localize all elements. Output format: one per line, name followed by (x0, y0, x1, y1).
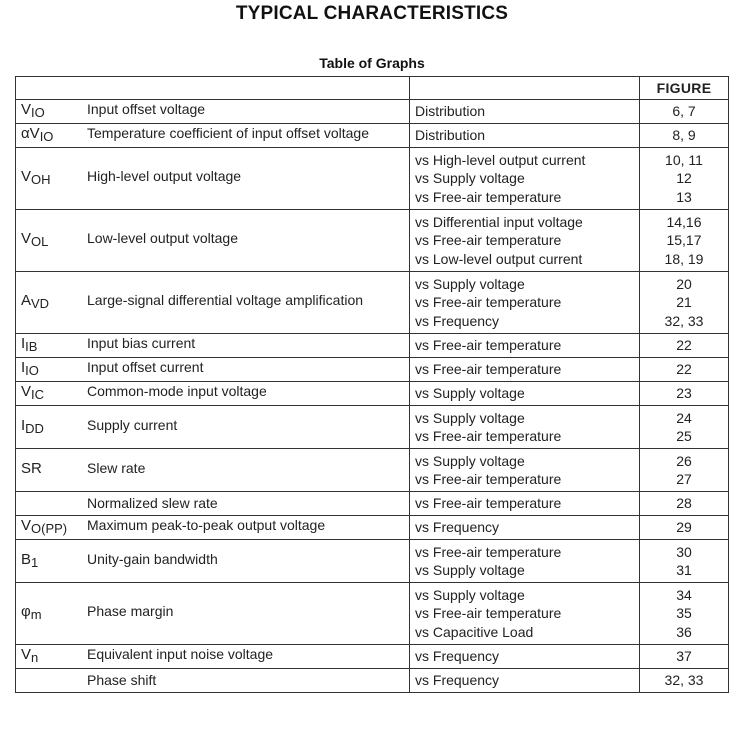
symbol-main: αV (21, 125, 40, 143)
figure-number: 13 (676, 188, 692, 205)
condition-text: vs Supply voltage (415, 276, 525, 293)
figure-cell (640, 645, 729, 669)
figure-number: 15,17 (666, 232, 702, 249)
figure-number: 26 (676, 452, 692, 469)
parameter-cell (16, 492, 410, 516)
page-title: TYPICAL CHARACTERISTICS (235, 3, 509, 24)
condition-text: Distribution (415, 127, 486, 144)
symbol-main: A (21, 292, 32, 310)
parameter-description: Input offset voltage (87, 101, 206, 118)
symbol-main: SR (21, 459, 42, 477)
condition-text: Distribution (415, 103, 486, 120)
condition-text: vs Supply voltage (415, 452, 525, 469)
symbol-main: V (21, 230, 32, 248)
condition-cell (410, 669, 640, 693)
condition-cell (410, 210, 640, 272)
symbol-main: V (21, 517, 32, 535)
parameter-symbol (21, 292, 87, 313)
parameter-description: Supply current (87, 416, 178, 433)
symbol-main: V (21, 383, 32, 401)
parameter-symbol (21, 359, 87, 380)
condition-cell (410, 334, 640, 358)
symbol-main: V (21, 646, 32, 664)
parameter-description: Input offset current (87, 359, 204, 376)
header-parameter-cell (16, 77, 410, 100)
parameter-symbol (21, 551, 87, 572)
figure-number: 28 (676, 495, 692, 512)
condition-text: vs Free-air temperature (415, 232, 562, 249)
parameter-cell (16, 516, 410, 540)
parameter-cell (16, 358, 410, 382)
figure-cell (640, 449, 729, 492)
condition-text: vs Capacitive Load (415, 623, 534, 640)
figure-number: 12 (676, 170, 692, 187)
parameter-cell (16, 100, 410, 124)
table-row (16, 100, 729, 124)
symbol-subscript: IO (25, 363, 39, 379)
symbol-subscript: IC (31, 387, 45, 403)
figure-cell (640, 358, 729, 382)
figure-cell (640, 583, 729, 645)
figure-cell (640, 272, 729, 334)
header-condition-cell (410, 77, 640, 100)
symbol-subscript: O(PP) (31, 521, 68, 537)
table-row (16, 669, 729, 693)
parameter-cell (16, 583, 410, 645)
figure-number: 36 (676, 623, 692, 640)
condition-cell (410, 382, 640, 406)
parameter-description: Phase margin (87, 603, 174, 620)
figure-cell (640, 492, 729, 516)
condition-text: vs Supply voltage (415, 562, 525, 578)
parameter-cell (16, 645, 410, 669)
figure-number: 10, 11 (665, 152, 703, 169)
parameter-symbol (21, 101, 87, 122)
condition-text: vs High-level output current (415, 152, 586, 169)
symbol-main: I (21, 359, 26, 377)
figure-cell (640, 210, 729, 272)
parameter-description: Maximum peak-to-peak output voltage (87, 517, 326, 534)
table-row (16, 583, 729, 645)
parameter-description: Equivalent input noise voltage (87, 646, 274, 663)
figure-number: 14,16 (666, 214, 702, 231)
symbol-subscript: m (30, 607, 42, 623)
condition-cell (410, 358, 640, 382)
figure-number: 24 (676, 409, 692, 426)
condition-text: vs Free-air temperature (415, 428, 562, 444)
parameter-symbol (21, 230, 87, 251)
symbol-main: φ (21, 603, 31, 621)
condition-cell (410, 406, 640, 449)
table-row (16, 358, 729, 382)
condition-text: vs Free-air temperature (415, 605, 562, 622)
condition-cell (410, 272, 640, 334)
condition-text: vs Frequency (415, 648, 500, 665)
parameter-description: Normalized slew rate (87, 495, 218, 512)
figure-cell (640, 148, 729, 210)
figure-number: 31 (676, 562, 692, 578)
parameter-symbol (21, 335, 87, 356)
figure-cell (640, 540, 729, 583)
parameter-description: Unity-gain bandwidth (87, 550, 218, 567)
figure-cell (640, 100, 729, 124)
condition-cell (410, 645, 640, 669)
symbol-subscript: IB (25, 339, 38, 355)
parameter-description: High-level output voltage (87, 168, 242, 185)
figure-number: 34 (676, 587, 692, 604)
figure-cell (640, 516, 729, 540)
condition-cell (410, 516, 640, 540)
parameter-cell (16, 669, 410, 693)
figure-number: 25 (676, 428, 692, 444)
condition-cell (410, 100, 640, 124)
figure-number: 35 (676, 605, 692, 622)
parameter-description: Temperature coefficient of input offset voltage (87, 125, 369, 142)
symbol-subscript: IO (39, 129, 54, 145)
parameter-description: Low-level output voltage (87, 230, 238, 247)
condition-text: vs Supply voltage (415, 587, 525, 604)
figure-cell (640, 406, 729, 449)
figure-cell (640, 382, 729, 406)
parameter-symbol (21, 168, 87, 189)
symbol-main: V (21, 101, 32, 119)
figure-number: 22 (676, 337, 692, 354)
condition-cell (410, 148, 640, 210)
parameter-description: Large-signal differential voltage amplification (87, 292, 364, 309)
condition-text: vs Free-air temperature (415, 337, 562, 354)
figure-number: 8, 9 (672, 127, 696, 144)
condition-text: vs Supply voltage (415, 385, 525, 402)
condition-text: vs Supply voltage (415, 170, 525, 187)
parameter-cell (16, 449, 410, 492)
condition-text: vs Frequency (415, 312, 500, 329)
figure-cell (640, 334, 729, 358)
table-row (16, 148, 729, 210)
figure-cell (640, 124, 729, 148)
symbol-subscript: n (31, 650, 39, 666)
parameter-cell (16, 124, 410, 148)
parameter-cell (16, 382, 410, 406)
condition-text: vs Frequency (415, 519, 500, 536)
table-row (16, 516, 729, 540)
header-figure: FIGURE (640, 77, 729, 100)
parameter-cell (16, 334, 410, 358)
figure-number: 32, 33 (664, 672, 704, 689)
table-row (16, 272, 729, 334)
symbol-subscript: OL (31, 234, 49, 250)
parameter-cell (16, 406, 410, 449)
parameter-description: Common-mode input voltage (87, 383, 267, 400)
parameter-symbol (21, 517, 87, 538)
table-row (16, 540, 729, 583)
figure-number: 37 (676, 648, 692, 665)
figure-number: 6, 7 (672, 103, 696, 120)
symbol-subscript: VD (31, 296, 50, 312)
condition-text: vs Free-air temperature (415, 543, 562, 560)
parameter-description: Slew rate (87, 459, 146, 476)
parameter-cell (16, 272, 410, 334)
figure-number: 20 (676, 276, 692, 293)
symbol-main: I (21, 335, 26, 353)
table-row (16, 645, 729, 669)
condition-cell (410, 583, 640, 645)
table-row (16, 334, 729, 358)
condition-text: vs Free-air temperature (415, 471, 562, 487)
table-row (16, 382, 729, 406)
figure-cell (640, 669, 729, 693)
condition-text: vs Differential input voltage (415, 214, 583, 231)
table-row (16, 124, 729, 148)
figure-number: 23 (676, 385, 692, 402)
condition-cell (410, 540, 640, 583)
parameter-cell (16, 210, 410, 272)
figure-number: 22 (676, 361, 692, 378)
condition-text: vs Free-air temperature (415, 294, 562, 311)
symbol-main: B (21, 550, 32, 568)
condition-text: vs Free-air temperature (415, 495, 562, 512)
symbol-subscript: IO (31, 105, 45, 121)
header-row (16, 77, 729, 100)
parameter-symbol (21, 603, 87, 624)
figure-number: 29 (676, 519, 692, 536)
parameter-symbol (21, 460, 87, 481)
table-row (16, 492, 729, 516)
table-caption: Table of Graphs (319, 55, 425, 71)
condition-text: vs Low-level output current (415, 250, 583, 267)
table-row (16, 210, 729, 272)
figure-number: 27 (676, 471, 692, 487)
parameter-description: Phase shift (87, 672, 157, 689)
condition-cell (410, 449, 640, 492)
parameter-description: Input bias current (87, 335, 196, 352)
parameter-cell (16, 540, 410, 583)
figure-number: 21 (676, 294, 692, 311)
condition-cell (410, 124, 640, 148)
symbol-subscript: DD (25, 420, 44, 436)
table-row (16, 449, 729, 492)
condition-cell (410, 492, 640, 516)
table-row (16, 406, 729, 449)
parameter-symbol (21, 125, 87, 146)
symbol-main: V (21, 168, 32, 186)
parameter-symbol (21, 383, 87, 404)
condition-text: vs Free-air temperature (415, 361, 562, 378)
figure-number: 30 (676, 543, 692, 560)
parameter-cell (16, 148, 410, 210)
condition-text: vs Free-air temperature (415, 188, 562, 205)
parameter-symbol (21, 417, 87, 438)
graphs-table (15, 76, 729, 693)
symbol-subscript: OH (31, 172, 51, 188)
symbol-subscript: 1 (31, 554, 39, 570)
figure-number: 18, 19 (664, 250, 704, 267)
condition-text: vs Supply voltage (415, 409, 525, 426)
parameter-symbol (21, 646, 87, 667)
symbol-main: I (21, 416, 26, 434)
figure-number: 32, 33 (664, 312, 704, 329)
condition-text: vs Frequency (415, 672, 500, 689)
